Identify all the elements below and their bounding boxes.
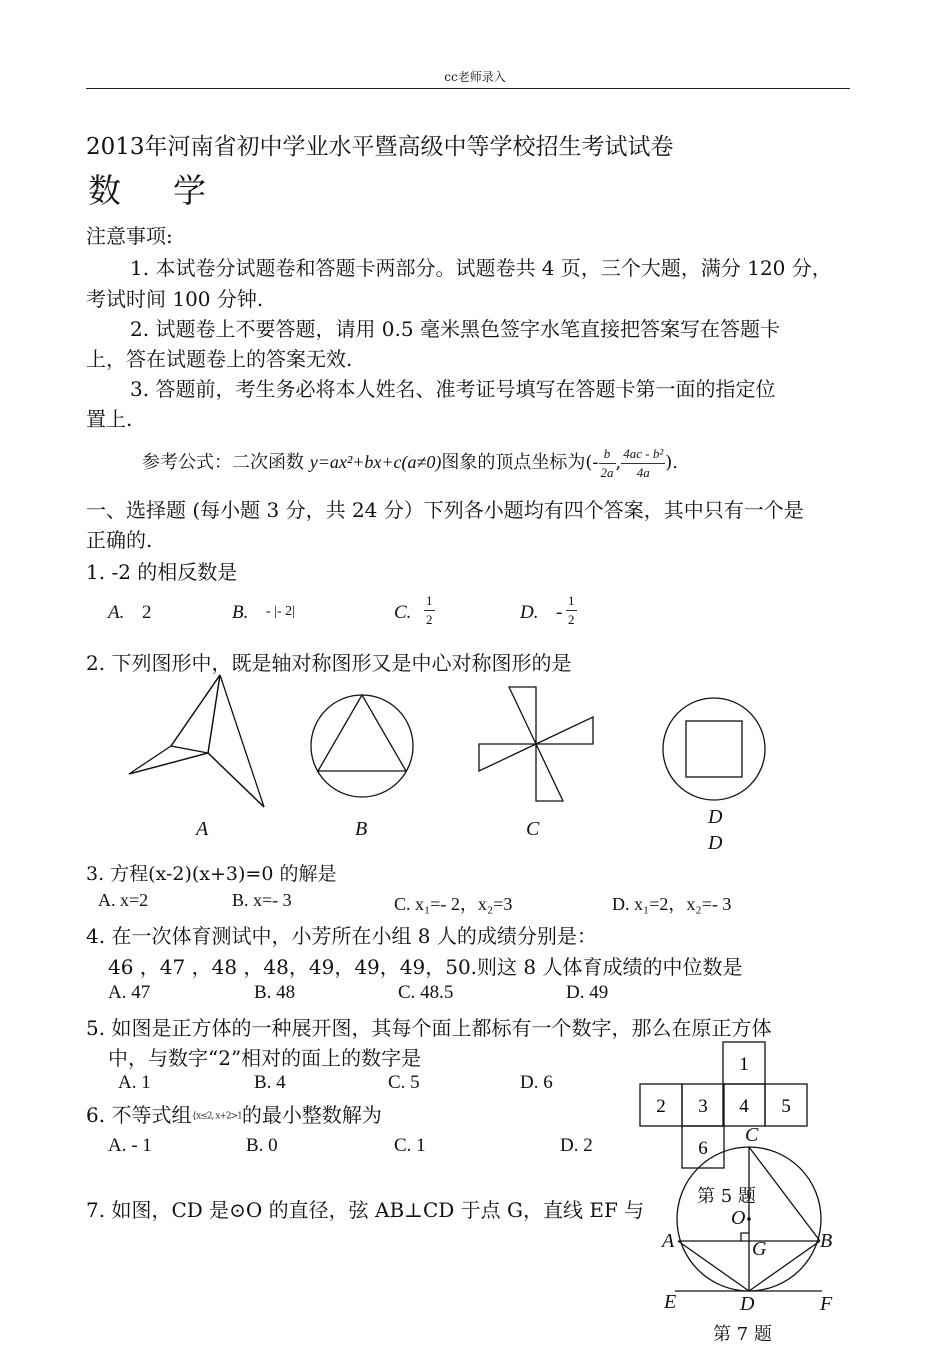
subject-title: 数 学: [88, 171, 208, 210]
q5-option-c: C. 5: [388, 1072, 420, 1093]
q1-stem: 1. -2 的相反数是: [86, 560, 238, 584]
q3-stem: 3. 方程(x-2)(x+3)=0 的解是: [86, 863, 337, 885]
q4-option-d: D. 49: [566, 982, 609, 1003]
formula-comma: ,: [615, 452, 622, 473]
header-rule: [86, 88, 850, 89]
q1-option-c-fraction: $\frac{1}{2}$: [426, 593, 433, 627]
note-2-line-2: 上，答在试题卷上的答案无效.: [86, 347, 353, 371]
formula-fraction-y: $\frac{\text{4ac - b²}}{4a}$: [623, 445, 664, 480]
q7-point-e: E: [664, 1291, 677, 1313]
net-face-1: 1: [739, 1054, 749, 1075]
q7-point-o: O: [731, 1207, 746, 1229]
q7-point-a: A: [662, 1230, 675, 1252]
section-1-line-2: 正确的.: [86, 528, 153, 552]
q1-option-b-label: B.: [232, 602, 249, 623]
q1-option-d-fraction: $\frac{1}{2}$: [568, 593, 575, 627]
formula-fraction-x: $\frac{b}{2a}$: [600, 445, 614, 480]
q5-stem-line-1: 5. 如图是正方体的一种展开图，其每个面上都标有一个数字，那么在原正方体: [86, 1016, 772, 1040]
q1-option-d-label: D.: [520, 602, 539, 623]
q6-stem-suffix: 的最小整数解为: [241, 1103, 382, 1127]
q5-option-d: D. 6: [520, 1072, 553, 1093]
q2-label-d: D: [708, 806, 723, 828]
q6-option-d: D. 2: [560, 1135, 593, 1156]
q1-options: [108, 592, 668, 636]
q4-data: 46 ，47 ，48 ，48，49，49，49，50.则这 8 人体育成绩的中位数是: [108, 955, 743, 979]
q7-point-f: F: [820, 1293, 833, 1315]
q3-option-a: A. x=2: [98, 890, 149, 910]
q7-point-d: D: [740, 1293, 755, 1315]
q6-option-b: B. 0: [246, 1135, 278, 1156]
q7-caption: 第 7 题: [713, 1324, 772, 1345]
q5-option-b: B. 4: [254, 1072, 286, 1093]
q6-option-a: A. - 1: [108, 1135, 152, 1156]
q7-stem: 7. 如图，CD 是⊙O 的直径，弦 AB⊥CD 于点 G，直线 EF 与: [86, 1198, 645, 1222]
reference-formula: [142, 440, 678, 485]
note-1-line-2: 考试时间 100 分钟.: [86, 287, 264, 311]
q6-stem: [86, 1099, 382, 1128]
q3-option-b: B. x=- 3: [232, 890, 292, 910]
formula-prefix: 参考公式：二次函数: [142, 452, 310, 473]
q4-option-a: A. 47: [108, 982, 151, 1003]
q1-option-a-label: A.: [108, 602, 125, 623]
q5-option-a: A. 1: [118, 1072, 151, 1093]
q7-point-c: C: [745, 1124, 759, 1146]
q2-label-b: B: [355, 818, 368, 840]
q2-figure-d: [663, 698, 765, 800]
q4-stem: 4. 在一次体育测试中，小芳所在小组 8 人的成绩分别是：: [86, 924, 597, 948]
q4-option-c: C. 48.5: [398, 982, 454, 1003]
q2-figure-a: [129, 675, 264, 807]
q3-option-c: C. x₁=- 2，x₂=3: [394, 894, 513, 914]
net-face-2: 2: [656, 1096, 666, 1117]
formula-middle: 图象的顶点坐标为(-: [441, 452, 599, 473]
notes-heading: 注意事项:: [86, 224, 173, 248]
q2-stem: 2. 下列图形中，既是轴对称图形又是中心对称图形的是: [86, 651, 572, 675]
q5-caption: 第 5 题: [697, 1186, 756, 1207]
q2-label-d-repeat: D: [708, 832, 723, 854]
q5-stem-line-2: 中，与数字“2”相对的面上的数字是: [108, 1046, 422, 1070]
net-face-6: 6: [698, 1138, 708, 1159]
note-3-line-2: 置上.: [86, 407, 133, 431]
q1-option-c-label: C.: [394, 602, 412, 623]
header-source: cc老师录入: [444, 70, 506, 84]
q6-option-c: C. 1: [394, 1135, 426, 1156]
section-1-line-1: 一、选择题 (每小题 3 分，共 24 分）下列各小题均有四个答案，其中只有一个是: [86, 498, 804, 522]
q7-point-b: B: [820, 1230, 833, 1252]
note-2-line-1: 2. 试题卷上不要答题，请用 0.5 毫米黑色签字水笔直接把答案写在答题卡: [130, 317, 780, 341]
q4-option-b: B. 48: [254, 982, 296, 1003]
q1-option-d-sign: -: [556, 602, 563, 623]
q2-label-c: C: [526, 818, 540, 840]
exam-title: 2013年河南省初中学业水平暨高级中等学校招生考试试卷: [86, 134, 674, 160]
net-face-5: 5: [781, 1096, 791, 1117]
net-face-4: 4: [739, 1096, 749, 1117]
net-face-3: 3: [698, 1096, 708, 1117]
q3-option-d: D. x₁=2，x₂=- 3: [612, 894, 732, 914]
formula-expression: y=ax²+bx+c(a≠0): [309, 452, 442, 472]
q1-option-a-value: 2: [142, 602, 152, 623]
note-3-line-1: 3. 答题前，考生务必将本人姓名、准考证号填写在答题卡第一面的指定位: [130, 377, 776, 401]
q2-label-a: A: [196, 818, 209, 840]
q2-figure-c: [479, 687, 593, 801]
q7-point-g: G: [752, 1238, 767, 1260]
q6-stem-prefix: 6. 不等式组: [86, 1103, 192, 1127]
formula-suffix: ).: [665, 452, 678, 473]
q2-figures: [0, 660, 950, 860]
q2-figure-b: [311, 695, 413, 797]
note-1-line-1: 1. 本试卷分试题卷和答题卡两部分。试题卷共 4 页，三个大题，满分 120 分，: [130, 256, 832, 280]
q1-option-b-value: - |- 2|: [266, 604, 295, 619]
q6-inequality-system: {x≤2, x+2>1: [191, 1111, 242, 1122]
